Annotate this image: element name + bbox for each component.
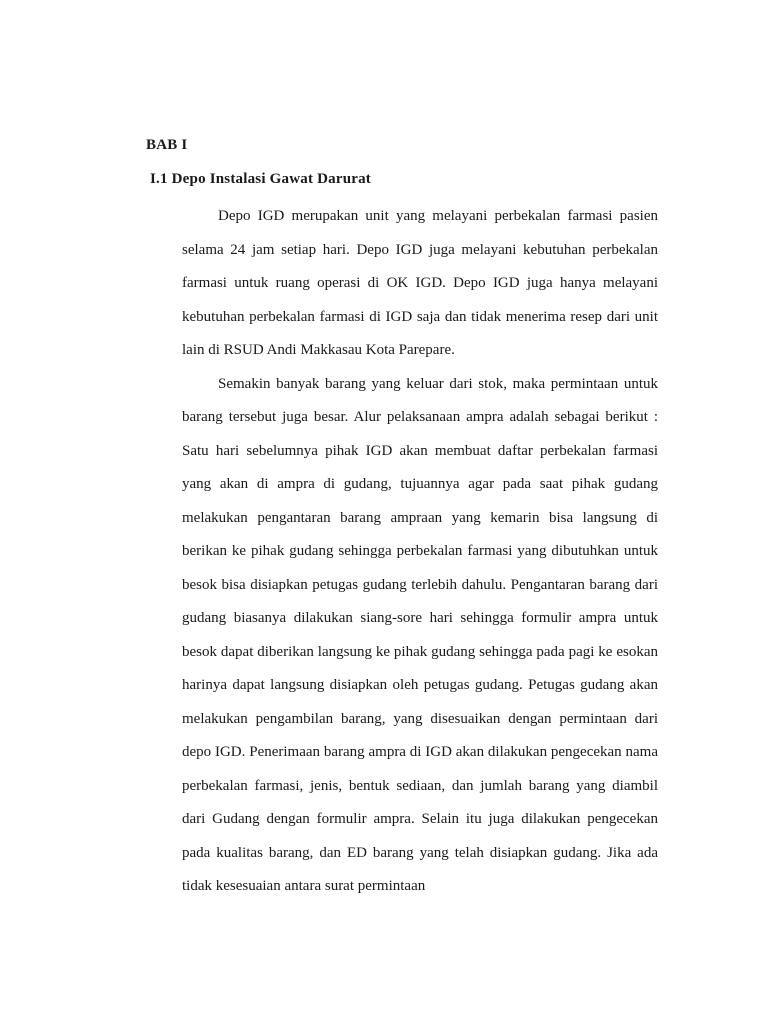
section-title: I.1 Depo Instalasi Gawat Darurat [150, 171, 371, 187]
body-text [182, 200, 658, 904]
chapter-title: BAB I [146, 137, 188, 153]
paragraph-alur-ampra: Semakin banyak barang yang keluar dari stok, maka permintaan untuk barang tersebut juga besar. Alur pelaksanaan ampra adalah sebagai berikut : Satu hari sebelumnya pihak IGD akan membuat daftar perbekalan farmasi yang akan di ampra di gudang, tujuannya agar pada saat pihak gudang melakukan pengantaran barang ampraan yang kemarin bisa langsung di berikan ke pihak gudang sehingga perbekalan farmasi yang dibutuhkan untuk besok bisa disiapkan petugas gudang terlebih dahulu. Pengantaran barang dari gudang biasanya dilakukan siang-sore hari sehingga formulir ampra untuk besok dapat diberikan langsung ke pihak gudang sehingga pada pagi ke esokan harinya dapat langsung disiapkan oleh petugas gudang. Petugas gudang akan melakukan pengambilan barang, yang disesuaikan dengan permintaan dari depo IGD. Penerimaan barang ampra di IGD akan dilakukan pengecekan nama perbekalan farmasi, jenis, bentuk sediaan, dan jumlah barang yang diambil dari Gudang dengan formulir ampra. Selain itu juga dilakukan pengecekan pada kualitas barang, dan ED barang yang telah disiapkan gudang. Jika ada tidak kesesuaian antara surat permintaan [182, 375, 658, 894]
paragraph-depo-igd: Depo IGD merupakan unit yang melayani perbekalan farmasi pasien selama 24 jam setiap hari. Depo IGD juga melayani kebutuhan perbekalan farmasi untuk ruang operasi di OK IGD. Depo IGD juga hanya melayani kebutuhan perbekalan farmasi di IGD saja dan tidak menerima resep dari unit lain di RSUD Andi Makkasau Kota Parepare. [182, 208, 658, 358]
